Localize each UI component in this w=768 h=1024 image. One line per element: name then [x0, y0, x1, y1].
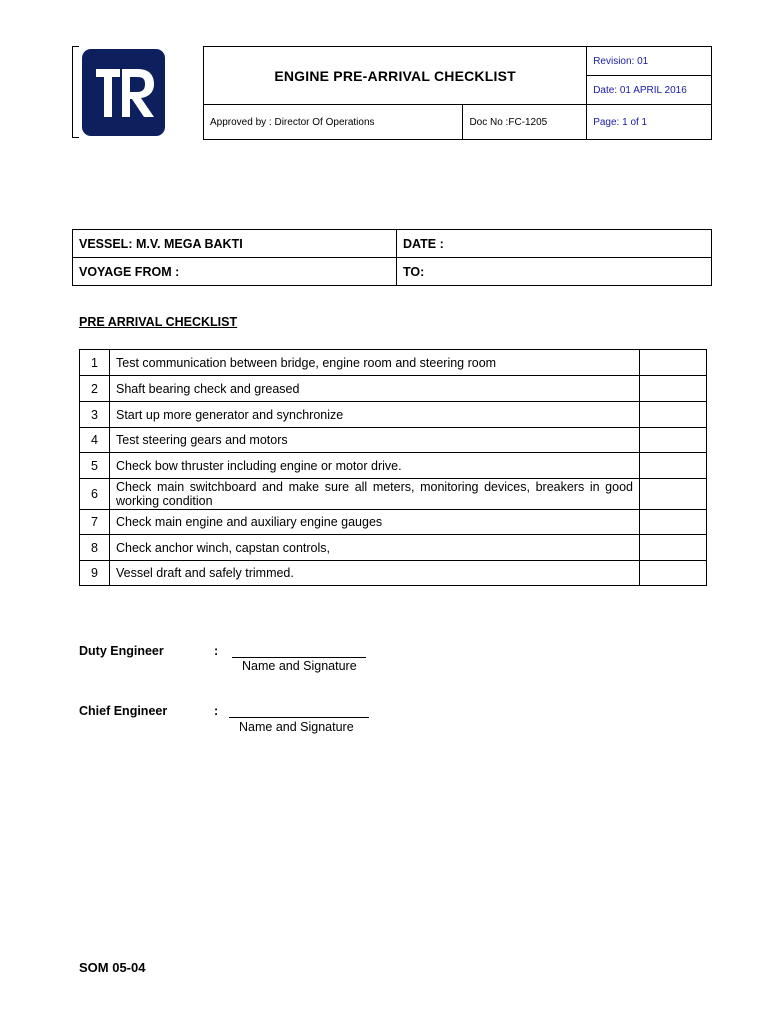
company-logo	[82, 49, 165, 136]
item-text: Check anchor winch, capstan controls,	[110, 535, 640, 561]
item-number: 4	[80, 428, 110, 453]
item-text: Check main engine and auxiliary engine gauges	[110, 510, 640, 535]
duty-engineer-signature-caption: Name and Signature	[242, 659, 357, 673]
table-row	[80, 479, 707, 510]
check-box[interactable]	[640, 453, 707, 479]
chief-engineer-signature-line[interactable]	[229, 717, 369, 718]
approved-by: Approved by : Director Of Operations	[204, 105, 463, 140]
vessel-name: VESSEL: M.V. MEGA BAKTI	[73, 230, 397, 258]
chief-engineer-signature-caption: Name and Signature	[239, 720, 354, 734]
table-row	[80, 510, 707, 535]
item-text: Test steering gears and motors	[110, 428, 640, 453]
item-text: Vessel draft and safely trimmed.	[110, 561, 640, 586]
doc-number: Doc No :FC-1205	[463, 105, 587, 140]
check-box[interactable]	[640, 561, 707, 586]
item-number: 8	[80, 535, 110, 561]
item-number: 9	[80, 561, 110, 586]
item-number: 7	[80, 510, 110, 535]
check-box[interactable]	[640, 510, 707, 535]
table-row	[80, 453, 707, 479]
date-field: DATE :	[397, 230, 712, 258]
table-row	[80, 561, 707, 586]
page-number: Page: 1 of 1	[587, 105, 712, 140]
voyage-from-field: VOYAGE FROM :	[73, 258, 397, 286]
item-number: 6	[80, 479, 110, 510]
chief-engineer-label: Chief Engineer	[79, 704, 168, 718]
check-box[interactable]	[640, 350, 707, 376]
item-number: 1	[80, 350, 110, 376]
chief-engineer-colon: :	[214, 704, 219, 718]
table-row	[80, 402, 707, 428]
document-code: SOM 05-04	[79, 960, 146, 975]
table-row	[80, 535, 707, 561]
document-title: ENGINE PRE-ARRIVAL CHECKLIST	[204, 47, 587, 105]
check-box[interactable]	[640, 479, 707, 510]
item-text: Test communication between bridge, engine room and steering room	[110, 350, 640, 376]
voyage-to-field: TO:	[397, 258, 712, 286]
table-row	[80, 376, 707, 402]
check-box[interactable]	[640, 428, 707, 453]
vessel-info-table	[72, 229, 712, 286]
check-box[interactable]	[640, 535, 707, 561]
item-text: Start up more generator and synchronize	[110, 402, 640, 428]
item-text: Check bow thruster including engine or motor drive.	[110, 453, 640, 479]
item-number: 3	[80, 402, 110, 428]
revision-date: Date: 01 APRIL 2016	[587, 76, 712, 105]
duty-engineer-signature-line[interactable]	[232, 657, 366, 658]
item-text: Shaft bearing check and greased	[110, 376, 640, 402]
table-row	[80, 428, 707, 453]
duty-engineer-colon: :	[214, 644, 219, 658]
revision: Revision: 01	[587, 47, 712, 76]
item-number: 2	[80, 376, 110, 402]
checklist-title: PRE ARRIVAL CHECKLIST	[79, 315, 238, 329]
check-box[interactable]	[640, 402, 707, 428]
duty-engineer-label: Duty Engineer	[79, 644, 164, 658]
item-number: 5	[80, 453, 110, 479]
item-text: Check main switchboard and make sure all meters, monitoring devices, breakers in good working condition	[110, 479, 640, 510]
document-header	[203, 46, 712, 140]
table-row	[80, 350, 707, 376]
check-box[interactable]	[640, 376, 707, 402]
checklist-table	[79, 349, 707, 586]
